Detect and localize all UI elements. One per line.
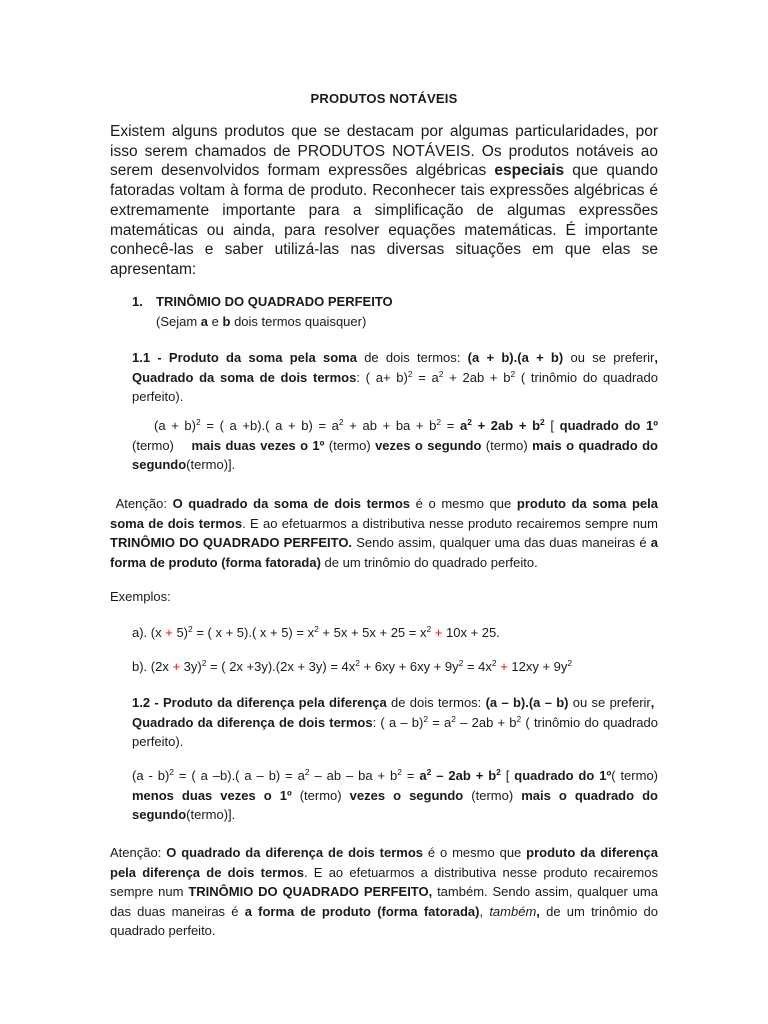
formula-1-2: (a - b)$^2$ = ( a –b).( $a - b) = a^2$ – ab – ba + $b^2 = a^2 - 2ab + b^2$ [ quadrado do 1º( termo) menos duas vezes o 1º (termo) vezes o segundo (termo) mais o quadrado do segundo(termo)].: [132, 766, 659, 822]
attention-note-1: Atenção: O quadrado da soma de dois termos é o mesmo que produto da soma pela soma de dois termos. E ao efetuarmos a distributiva nesse produto recairemos sempre num TRINÔMIO DO QUADRADO PERFEITO. Sendo assim, qualquer uma das duas maneiras é a forma de produto (forma fatorada) de um trinômio do quadrado perfeito.: [110, 496, 659, 570]
page-title: PRODUTOS NOTÁVEIS: [310, 91, 458, 106]
example-b: b). $(2x + 3y)^2$ = ( $2x +3y).(2x + 3y) = 4x^2 + 6xy + 6xy + 9y^2 = 4x^2 + 12xy + 9y^2$: [132, 657, 573, 674]
intro-paragraph: Existem alguns produtos que se destacam por algumas particularidades, por isso serem chamados de PRODUTOS NOTÁVEIS. Os produtos notáveis ao serem desenvolvidos formam expressões algébricas especiais que quando fatoradas voltam à forma de produto. Reconhecer tais expressões algébricas é extremamente importante para a simplificação de algumas expressões matemáticas ou ainda, para resolver equações matemáticas. É importante conhecê-las e saber utilizá-las nas diversas situações em que elas se apresentam:: [110, 123, 658, 278]
section-title: TRINÔMIO DO QUADRADO PERFEITO: [156, 294, 393, 309]
red-plus-sign: +: [500, 659, 508, 674]
red-plus-sign: +: [165, 625, 173, 640]
formula-1-1: $(a + b)^2$ = ( a +b).( $a + b) = a^2$ + ab + ba + $b^2 = a^2 + 2ab + b^2$ [ quadrado do 1º (termo) mais duas vezes o 1º (termo) vezes o segundo (termo) mais o quadrado do segundo(termo)].: [132, 416, 658, 472]
attention-note-2: Atenção: O quadrado da diferença de dois termos é o mesmo que produto da diferença pela diferença de dois termos. E ao efetuarmos a distributiva nesse produto recairemos sempre num TRINÔMIO DO QUADRADO PERFEITO, também. Sendo assim, qualquer uma das duas maneiras é a forma de produto (forma fatorada), também, de um trinômio do quadrado perfeito.: [110, 845, 658, 938]
red-plus-sign: +: [172, 659, 181, 674]
section-subtitle: (Sejam a e b dois termos quaisquer): [156, 313, 367, 329]
subsection-1-2: 1.2 - Produto da diferença pela diferença de dois termos: (a – b).(a – b) ou se preferir, Quadrado da diferença de dois termos: ( $a - b)^2 = a^2 - 2ab + b^2$ ( trinômio do quadrado perfeito).: [132, 695, 658, 749]
bold-word-especiais: especiais: [494, 162, 565, 180]
section-number: 1.: [132, 294, 143, 309]
red-plus-sign: +: [434, 625, 443, 640]
subsection-1-1: 1.1 - Produto da soma pela soma de dois termos: (a + b).(a + b) ou se preferir, Quadrado da soma de dois termos: ( $a+ b)^2 = a^2 + 2ab + b^2$ ( trinômio do quadrado perfeito).: [132, 350, 658, 404]
examples-label: Exemplos:: [110, 589, 171, 604]
example-a: a). $(x + 5)^2$ = ( x + 5).( $x + 5) = x^2 + 5x + 5x + 25 = x^2 + 10x + 25$.: [132, 623, 500, 640]
section-1-heading: [132, 292, 652, 331]
